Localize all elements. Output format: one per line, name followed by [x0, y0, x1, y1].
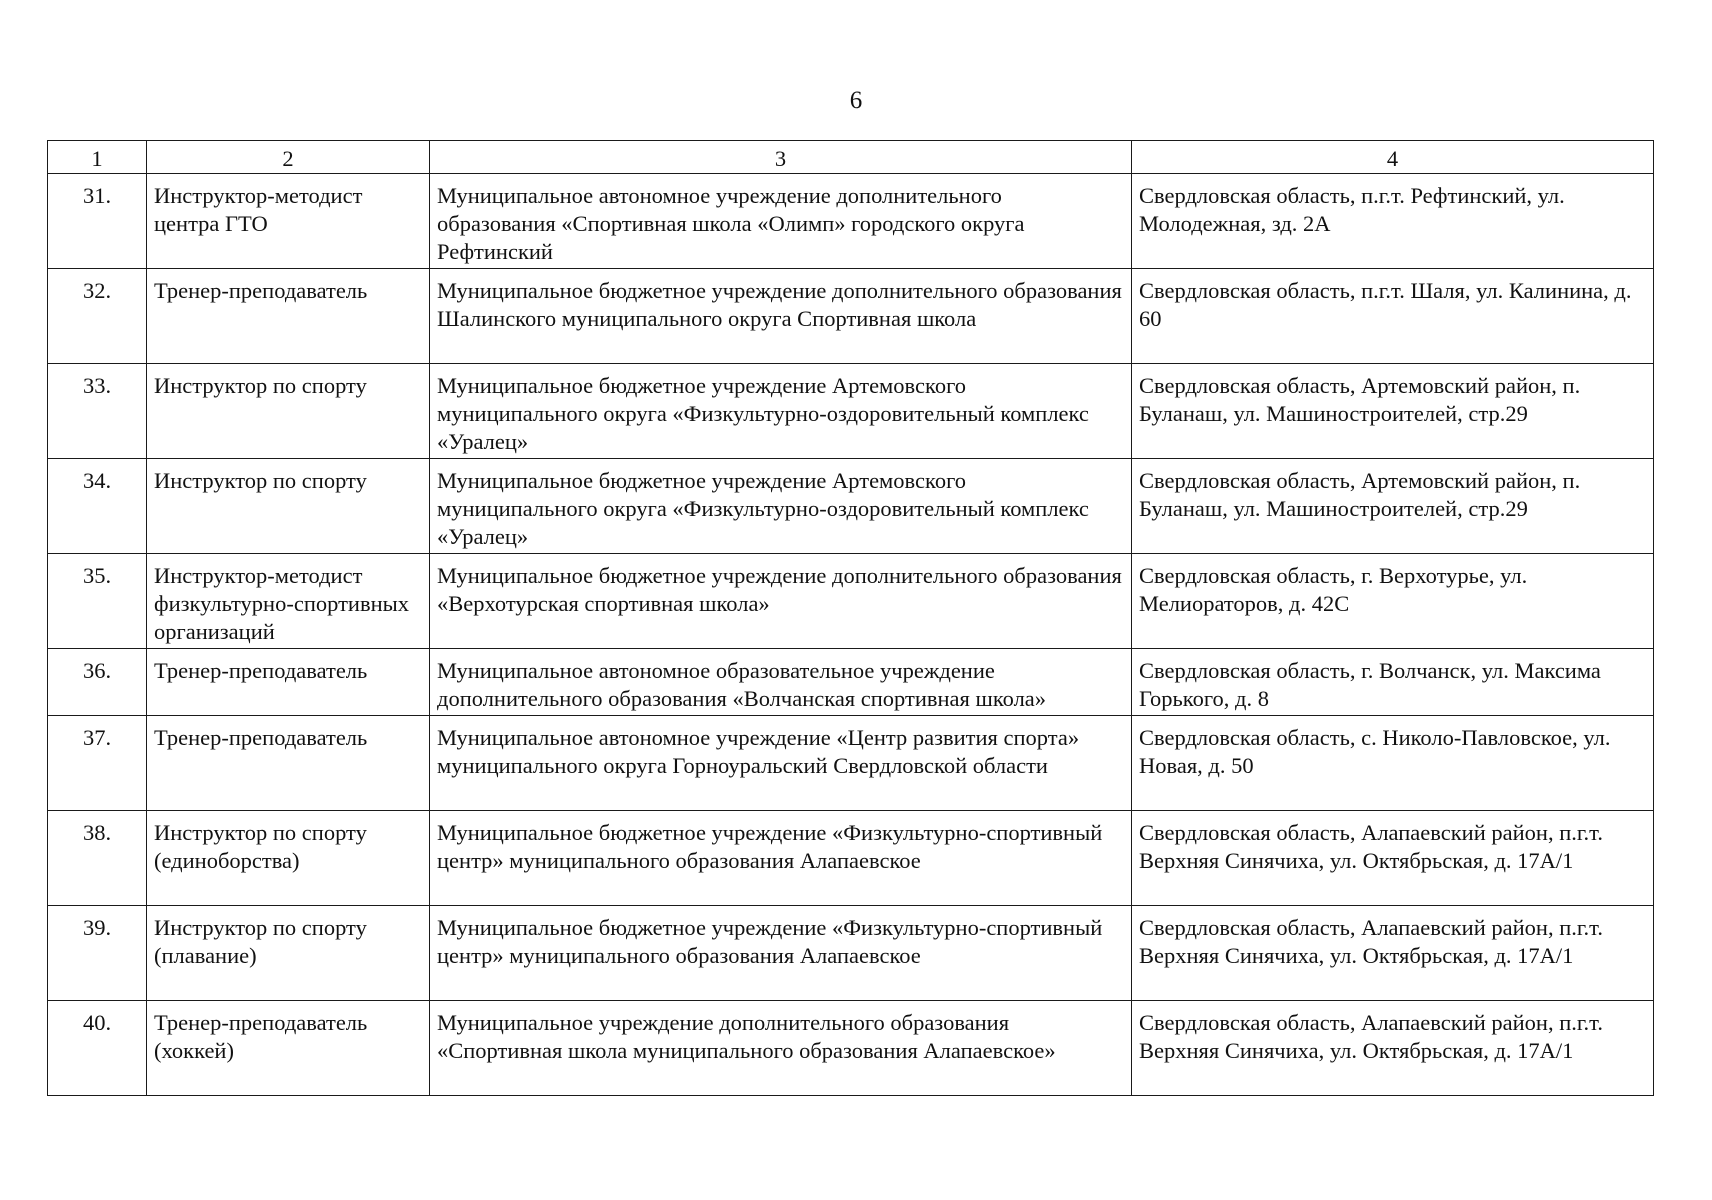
row-number: 40.: [48, 1001, 147, 1096]
position-cell: Инструктор по спорту (плавание): [147, 906, 430, 1001]
table-row: [48, 716, 1654, 811]
header-col-1: 1: [48, 141, 147, 174]
position-cell: Инструктор по спорту: [147, 459, 430, 554]
organization-cell: Муниципальное бюджетное учреждение «Физкультурно-спортивный центр» муниципального образования Алапаевское: [430, 906, 1132, 1001]
address-cell: Свердловская область, Артемовский район, п. Буланаш, ул. Машиностроителей, стр.29: [1132, 364, 1654, 459]
header-col-3: 3: [430, 141, 1132, 174]
table-row: [48, 174, 1654, 269]
organization-cell: Муниципальное бюджетное учреждение дополнительного образования «Верхотурская спортивная школа»: [430, 554, 1132, 649]
address-cell: Свердловская область, г. Верхотурье, ул. Мелиораторов, д. 42С: [1132, 554, 1654, 649]
table-header: [48, 141, 1654, 174]
organization-cell: Муниципальное автономное учреждение «Центр развития спорта» муниципального округа Горноуральский Свердловской области: [430, 716, 1132, 811]
organization-cell: Муниципальное бюджетное учреждение «Физкультурно-спортивный центр» муниципального образования Алапаевское: [430, 811, 1132, 906]
organization-cell: Муниципальное автономное образовательное учреждение дополнительного образования «Волчанская спортивная школа»: [430, 649, 1132, 716]
position-cell: Инструктор-методист физкультурно-спортивных организаций: [147, 554, 430, 649]
address-cell: Свердловская область, Алапаевский район, п.г.т. Верхняя Синячиха, ул. Октябрьская, д. 17А/1: [1132, 906, 1654, 1001]
address-cell: Свердловская область, п.г.т. Шаля, ул. Калинина, д. 60: [1132, 269, 1654, 364]
organization-cell: Муниципальное бюджетное учреждение Артемовского муниципального округа «Физкультурно-оздоровительный комплекс «Уралец»: [430, 364, 1132, 459]
row-number: 36.: [48, 649, 147, 716]
position-cell: Инструктор по спорту: [147, 364, 430, 459]
table-body: [48, 174, 1654, 1096]
organizations-table: [47, 140, 1654, 1096]
table-row: [48, 649, 1654, 716]
position-cell: Инструктор-методист центра ГТО: [147, 174, 430, 269]
organization-cell: Муниципальное бюджетное учреждение Артемовского муниципального округа «Физкультурно-оздоровительный комплекс «Уралец»: [430, 459, 1132, 554]
address-cell: Свердловская область, г. Волчанск, ул. Максима Горького, д. 8: [1132, 649, 1654, 716]
row-number: 31.: [48, 174, 147, 269]
address-cell: Свердловская область, п.г.т. Рефтинский, ул. Молодежная, зд. 2А: [1132, 174, 1654, 269]
position-cell: Тренер-преподаватель: [147, 269, 430, 364]
table-row: [48, 554, 1654, 649]
table-row: [48, 906, 1654, 1001]
organization-cell: Муниципальное бюджетное учреждение дополнительного образования Шалинского муниципального округа Спортивная школа: [430, 269, 1132, 364]
row-number: 33.: [48, 364, 147, 459]
position-cell: Инструктор по спорту (единоборства): [147, 811, 430, 906]
row-number: 38.: [48, 811, 147, 906]
address-cell: Свердловская область, с. Николо-Павловское, ул. Новая, д. 50: [1132, 716, 1654, 811]
address-cell: Свердловская область, Алапаевский район, п.г.т. Верхняя Синячиха, ул. Октябрьская, д. 17А/1: [1132, 811, 1654, 906]
position-cell: Тренер-преподаватель: [147, 716, 430, 811]
header-col-2: 2: [147, 141, 430, 174]
table-row: [48, 811, 1654, 906]
header-row: [48, 141, 1654, 174]
page-number: 6: [849, 87, 863, 114]
table-row: [48, 459, 1654, 554]
organization-cell: Муниципальное автономное учреждение дополнительного образования «Спортивная школа «Олимп» городского округа Рефтинский: [430, 174, 1132, 269]
row-number: 34.: [48, 459, 147, 554]
address-cell: Свердловская область, Алапаевский район, п.г.т. Верхняя Синячиха, ул. Октябрьская, д. 17А/1: [1132, 1001, 1654, 1096]
table-row: [48, 364, 1654, 459]
table-row: [48, 269, 1654, 364]
address-cell: Свердловская область, Артемовский район, п. Буланаш, ул. Машиностроителей, стр.29: [1132, 459, 1654, 554]
row-number: 35.: [48, 554, 147, 649]
row-number: 37.: [48, 716, 147, 811]
row-number: 32.: [48, 269, 147, 364]
header-col-4: 4: [1132, 141, 1654, 174]
position-cell: Тренер-преподаватель (хоккей): [147, 1001, 430, 1096]
row-number: 39.: [48, 906, 147, 1001]
position-cell: Тренер-преподаватель: [147, 649, 430, 716]
table-row: [48, 1001, 1654, 1096]
organization-cell: Муниципальное учреждение дополнительного образования «Спортивная школа муниципального образования Алапаевское»: [430, 1001, 1132, 1096]
